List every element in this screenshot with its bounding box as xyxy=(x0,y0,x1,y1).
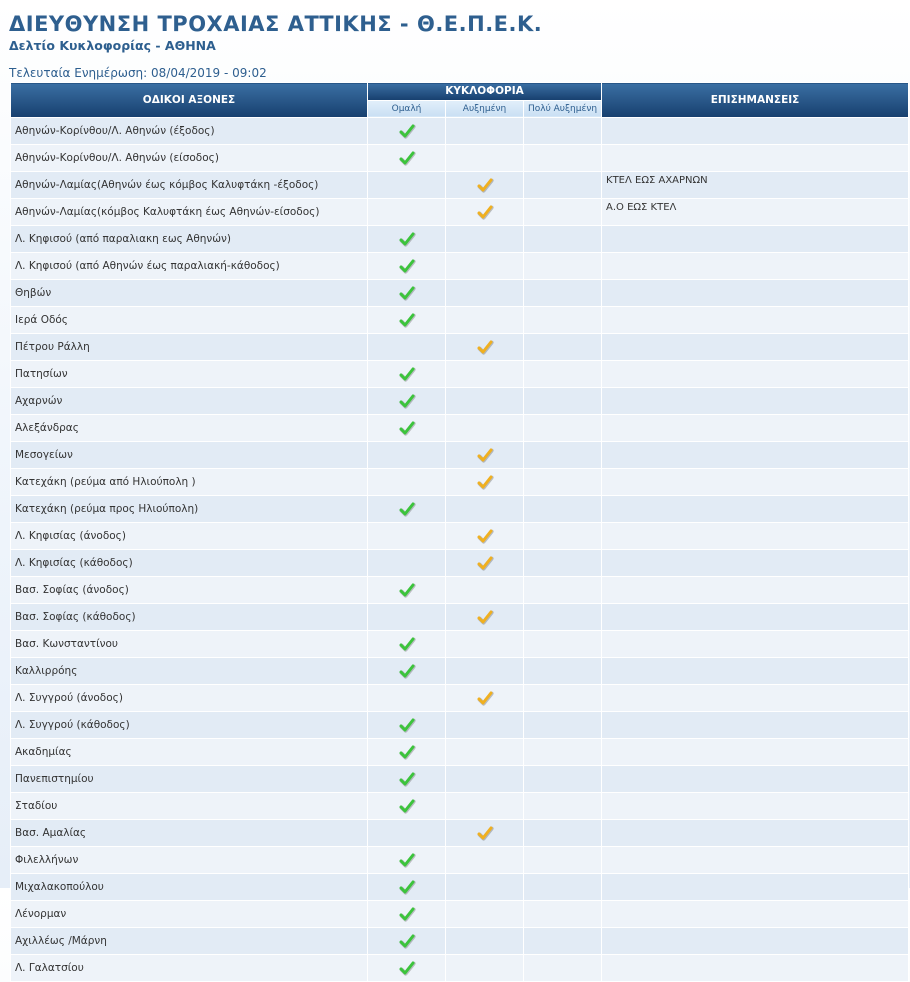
road-name: Κατεχάκη (ρεύμα από Ηλιούπολη ) xyxy=(11,469,368,496)
checkmark-icon xyxy=(399,771,415,787)
checkmark-icon xyxy=(399,798,415,814)
checkmark-icon xyxy=(399,258,415,274)
table-row xyxy=(11,145,909,172)
status-cell-increased xyxy=(446,496,524,523)
note-cell xyxy=(602,442,909,469)
status-cell-increased xyxy=(446,550,524,577)
table-row xyxy=(11,955,909,982)
road-name: Φιλελλήνων xyxy=(11,847,368,874)
status-cell-very-increased xyxy=(524,226,602,253)
status-cell-normal xyxy=(368,523,446,550)
road-name: Βασ. Κωνσταντίνου xyxy=(11,631,368,658)
page-subtitle: Δελτίο Κυκλοφορίας - ΑΘΗΝΑ xyxy=(9,38,216,53)
status-cell-very-increased xyxy=(524,847,602,874)
checkmark-icon xyxy=(399,150,415,166)
status-cell-increased xyxy=(446,577,524,604)
status-cell-normal xyxy=(368,712,446,739)
road-name: Βασ. Αμαλίας xyxy=(11,820,368,847)
table-row xyxy=(11,820,909,847)
road-name: Αθηνών-Λαμίας(κόμβος Καλυφτάκη έως Αθηνών-είσοδος) xyxy=(11,199,368,226)
table-row xyxy=(11,577,909,604)
status-cell-very-increased xyxy=(524,577,602,604)
note-cell xyxy=(602,847,909,874)
table-row xyxy=(11,550,909,577)
road-name: Λ. Γαλατσίου xyxy=(11,955,368,982)
status-cell-normal xyxy=(368,199,446,226)
status-cell-normal xyxy=(368,658,446,685)
status-cell-normal xyxy=(368,388,446,415)
status-cell-normal xyxy=(368,955,446,982)
road-name: Λ. Συγγρού (κάθοδος) xyxy=(11,712,368,739)
checkmark-icon xyxy=(399,663,415,679)
road-name: Κατεχάκη (ρεύμα προς Ηλιούπολη) xyxy=(11,496,368,523)
status-cell-very-increased xyxy=(524,631,602,658)
status-cell-increased xyxy=(446,334,524,361)
table-row xyxy=(11,523,909,550)
table-row xyxy=(11,334,909,361)
status-cell-very-increased xyxy=(524,442,602,469)
status-cell-very-increased xyxy=(524,388,602,415)
table-row xyxy=(11,361,909,388)
checkmark-icon xyxy=(399,285,415,301)
status-cell-normal xyxy=(368,496,446,523)
note-cell xyxy=(602,739,909,766)
table-row xyxy=(11,388,909,415)
road-name: Λ. Συγγρού (άνοδος) xyxy=(11,685,368,712)
table-row xyxy=(11,496,909,523)
status-cell-increased xyxy=(446,847,524,874)
status-cell-normal xyxy=(368,766,446,793)
status-cell-increased xyxy=(446,766,524,793)
road-name: Αθηνών-Κορίνθου/Λ. Αθηνών (είσοδος) xyxy=(11,145,368,172)
table-row xyxy=(11,928,909,955)
status-cell-normal xyxy=(368,820,446,847)
status-cell-increased xyxy=(446,469,524,496)
status-cell-very-increased xyxy=(524,415,602,442)
note-cell xyxy=(602,469,909,496)
status-cell-increased xyxy=(446,793,524,820)
table-row xyxy=(11,847,909,874)
note-cell xyxy=(602,901,909,928)
road-name: Ακαδημίας xyxy=(11,739,368,766)
note-cell: ΚΤΕΛ ΕΩΣ ΑΧΑΡΝΩΝ xyxy=(602,172,909,199)
status-cell-increased xyxy=(446,604,524,631)
status-cell-increased xyxy=(446,415,524,442)
road-name: Λ. Κηφισίας (άνοδος) xyxy=(11,523,368,550)
checkmark-icon xyxy=(477,528,493,544)
status-cell-increased xyxy=(446,280,524,307)
road-name: Ιερά Οδός xyxy=(11,307,368,334)
status-cell-increased xyxy=(446,685,524,712)
table-body xyxy=(11,118,909,982)
status-cell-very-increased xyxy=(524,496,602,523)
status-cell-very-increased xyxy=(524,712,602,739)
road-name: Πανεπιστημίου xyxy=(11,766,368,793)
note-cell xyxy=(602,820,909,847)
column-header-notes: ΕΠΙΣΗΜΑΝΣΕΙΣ xyxy=(602,83,909,118)
status-cell-increased xyxy=(446,388,524,415)
status-cell-normal xyxy=(368,118,446,145)
checkmark-icon xyxy=(399,582,415,598)
page-title: ΔΙΕΥΘΥΝΣΗ ΤΡΟΧΑΙΑΣ ΑΤΤΙΚΗΣ - Θ.Ε.Π.Ε.Κ. xyxy=(9,12,543,36)
note-cell xyxy=(602,145,909,172)
note-cell xyxy=(602,685,909,712)
checkmark-icon xyxy=(477,609,493,625)
checkmark-icon xyxy=(399,123,415,139)
status-cell-normal xyxy=(368,226,446,253)
table-row xyxy=(11,631,909,658)
status-cell-normal xyxy=(368,874,446,901)
table-row xyxy=(11,739,909,766)
status-cell-very-increased xyxy=(524,145,602,172)
status-cell-increased xyxy=(446,658,524,685)
table-row xyxy=(11,118,909,145)
note-cell xyxy=(602,280,909,307)
road-name: Λ. Κηφισίας (κάθοδος) xyxy=(11,550,368,577)
checkmark-icon xyxy=(399,852,415,868)
status-cell-normal xyxy=(368,901,446,928)
status-cell-normal xyxy=(368,307,446,334)
road-name: Μεσογείων xyxy=(11,442,368,469)
status-cell-very-increased xyxy=(524,523,602,550)
status-cell-very-increased xyxy=(524,739,602,766)
status-cell-normal xyxy=(368,253,446,280)
checkmark-icon xyxy=(399,231,415,247)
status-cell-very-increased xyxy=(524,334,602,361)
table-row xyxy=(11,604,909,631)
road-name: Βασ. Σοφίας (άνοδος) xyxy=(11,577,368,604)
status-cell-very-increased xyxy=(524,820,602,847)
table-row xyxy=(11,442,909,469)
status-cell-very-increased xyxy=(524,928,602,955)
checkmark-icon xyxy=(477,177,493,193)
subheader-normal: Ομαλή xyxy=(368,100,446,118)
status-cell-normal xyxy=(368,550,446,577)
status-cell-very-increased xyxy=(524,280,602,307)
status-cell-very-increased xyxy=(524,118,602,145)
status-cell-very-increased xyxy=(524,469,602,496)
note-cell xyxy=(602,388,909,415)
checkmark-icon xyxy=(477,825,493,841)
status-cell-increased xyxy=(446,820,524,847)
subheader-very-increased: Πολύ Αυξημένη xyxy=(524,100,602,118)
road-name: Πέτρου Ράλλη xyxy=(11,334,368,361)
table-row xyxy=(11,469,909,496)
status-cell-normal xyxy=(368,361,446,388)
status-cell-increased xyxy=(446,199,524,226)
status-cell-increased xyxy=(446,739,524,766)
note-cell xyxy=(602,766,909,793)
note-cell xyxy=(602,307,909,334)
status-cell-normal xyxy=(368,334,446,361)
status-cell-very-increased xyxy=(524,766,602,793)
status-cell-increased xyxy=(446,226,524,253)
table-row xyxy=(11,793,909,820)
table-row xyxy=(11,172,909,199)
checkmark-icon xyxy=(399,933,415,949)
checkmark-icon xyxy=(477,474,493,490)
status-cell-normal xyxy=(368,280,446,307)
status-cell-normal xyxy=(368,685,446,712)
note-cell xyxy=(602,496,909,523)
status-cell-normal xyxy=(368,577,446,604)
table-row xyxy=(11,280,909,307)
status-cell-normal xyxy=(368,145,446,172)
note-cell xyxy=(602,955,909,982)
table-row xyxy=(11,307,909,334)
table-row xyxy=(11,874,909,901)
note-cell xyxy=(602,550,909,577)
road-name: Σταδίου xyxy=(11,793,368,820)
note-cell xyxy=(602,361,909,388)
status-cell-normal xyxy=(368,928,446,955)
status-cell-increased xyxy=(446,523,524,550)
road-name: Αθηνών-Κορίνθου/Λ. Αθηνών (έξοδος) xyxy=(11,118,368,145)
last-updated-value: 08/04/2019 - 09:02 xyxy=(151,66,267,80)
checkmark-icon xyxy=(399,906,415,922)
status-cell-normal xyxy=(368,172,446,199)
status-cell-increased xyxy=(446,631,524,658)
note-cell xyxy=(602,226,909,253)
table-row xyxy=(11,226,909,253)
status-cell-normal xyxy=(368,847,446,874)
note-cell xyxy=(602,415,909,442)
status-cell-increased xyxy=(446,361,524,388)
status-cell-increased xyxy=(446,172,524,199)
checkmark-icon xyxy=(399,420,415,436)
checkmark-icon xyxy=(399,501,415,517)
checkmark-icon xyxy=(477,447,493,463)
checkmark-icon xyxy=(399,393,415,409)
road-name: Βασ. Σοφίας (κάθοδος) xyxy=(11,604,368,631)
column-header-traffic: ΚΥΚΛΟΦΟΡΙΑ xyxy=(368,83,602,101)
road-name: Λένορμαν xyxy=(11,901,368,928)
status-cell-increased xyxy=(446,145,524,172)
note-cell: Α.Ο ΕΩΣ ΚΤΕΛ xyxy=(602,199,909,226)
status-cell-normal xyxy=(368,793,446,820)
checkmark-icon xyxy=(399,636,415,652)
road-name: Μιχαλακοπούλου xyxy=(11,874,368,901)
checkmark-icon xyxy=(399,960,415,976)
road-name: Λ. Κηφισού (από παραλιακη εως Αθηνών) xyxy=(11,226,368,253)
status-cell-normal xyxy=(368,604,446,631)
road-name: Πατησίων xyxy=(11,361,368,388)
status-cell-very-increased xyxy=(524,361,602,388)
note-cell xyxy=(602,874,909,901)
checkmark-icon xyxy=(477,555,493,571)
table-row xyxy=(11,253,909,280)
road-name: Αλεξάνδρας xyxy=(11,415,368,442)
status-cell-very-increased xyxy=(524,307,602,334)
note-cell xyxy=(602,928,909,955)
road-name: Αθηνών-Λαμίας(Αθηνών έως κόμβος Καλυφτάκη -έξοδος) xyxy=(11,172,368,199)
status-cell-increased xyxy=(446,442,524,469)
table-row xyxy=(11,766,909,793)
status-cell-normal xyxy=(368,442,446,469)
status-cell-normal xyxy=(368,631,446,658)
note-cell xyxy=(602,523,909,550)
status-cell-very-increased xyxy=(524,955,602,982)
note-cell xyxy=(602,577,909,604)
table-row xyxy=(11,901,909,928)
note-cell xyxy=(602,658,909,685)
status-cell-very-increased xyxy=(524,874,602,901)
checkmark-icon xyxy=(477,204,493,220)
table-row xyxy=(11,712,909,739)
checkmark-icon xyxy=(399,717,415,733)
last-updated-label: Τελευταία Ενημέρωση: xyxy=(9,66,148,80)
status-cell-increased xyxy=(446,955,524,982)
checkmark-icon xyxy=(399,744,415,760)
status-cell-very-increased xyxy=(524,253,602,280)
table-row xyxy=(11,658,909,685)
note-cell xyxy=(602,712,909,739)
status-cell-normal xyxy=(368,739,446,766)
traffic-table xyxy=(10,82,909,982)
status-cell-increased xyxy=(446,901,524,928)
column-header-roads: ΟΔΙΚΟΙ ΑΞΟΝΕΣ xyxy=(11,83,368,118)
road-name: Λ. Κηφισού (από Αθηνών έως παραλιακή-κάθοδος) xyxy=(11,253,368,280)
status-cell-normal xyxy=(368,469,446,496)
status-cell-very-increased xyxy=(524,604,602,631)
road-name: Αχαρνών xyxy=(11,388,368,415)
road-name: Αχιλλέως /Μάρνη xyxy=(11,928,368,955)
status-cell-very-increased xyxy=(524,901,602,928)
note-cell xyxy=(602,118,909,145)
status-cell-normal xyxy=(368,415,446,442)
checkmark-icon xyxy=(477,339,493,355)
status-cell-very-increased xyxy=(524,685,602,712)
status-cell-increased xyxy=(446,118,524,145)
status-cell-increased xyxy=(446,874,524,901)
status-cell-increased xyxy=(446,928,524,955)
status-cell-very-increased xyxy=(524,550,602,577)
status-cell-increased xyxy=(446,712,524,739)
note-cell xyxy=(602,604,909,631)
checkmark-icon xyxy=(399,879,415,895)
last-updated xyxy=(9,66,267,80)
table-row xyxy=(11,199,909,226)
table-row xyxy=(11,415,909,442)
subheader-increased: Αυξημένη xyxy=(446,100,524,118)
status-cell-increased xyxy=(446,253,524,280)
road-name: Θηβών xyxy=(11,280,368,307)
checkmark-icon xyxy=(399,366,415,382)
table-row xyxy=(11,685,909,712)
checkmark-icon xyxy=(399,312,415,328)
road-name: Καλλιρρόης xyxy=(11,658,368,685)
note-cell xyxy=(602,253,909,280)
status-cell-very-increased xyxy=(524,658,602,685)
checkmark-icon xyxy=(477,690,493,706)
status-cell-increased xyxy=(446,307,524,334)
note-cell xyxy=(602,793,909,820)
status-cell-very-increased xyxy=(524,793,602,820)
note-cell xyxy=(602,631,909,658)
status-cell-very-increased xyxy=(524,199,602,226)
note-cell xyxy=(602,334,909,361)
status-cell-very-increased xyxy=(524,172,602,199)
